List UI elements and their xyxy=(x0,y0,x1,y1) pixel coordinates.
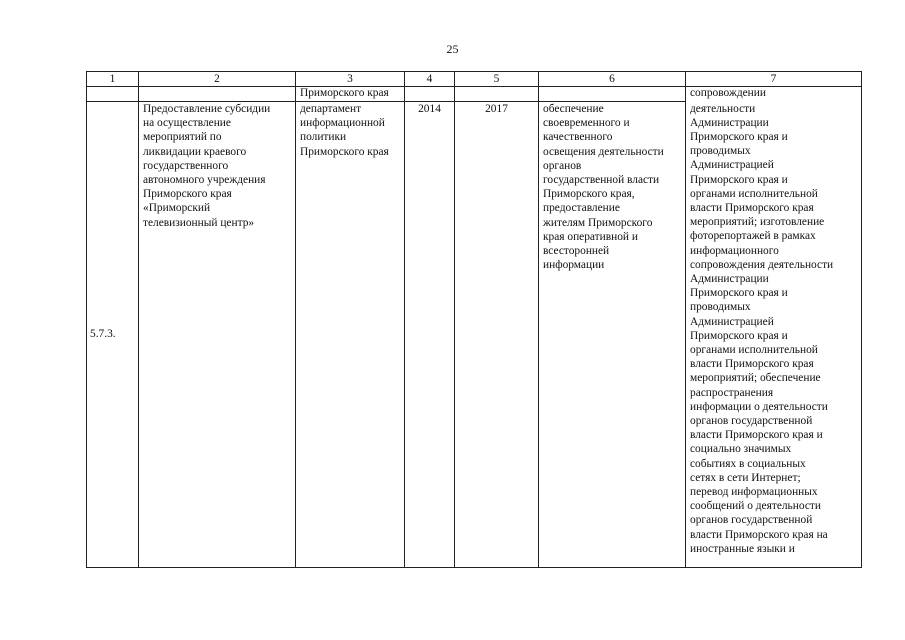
continuation-cell-6 xyxy=(539,87,686,102)
header-cell-2: 2 xyxy=(139,72,296,87)
table-row xyxy=(87,102,862,568)
activities-cell: деятельности Администрации Приморского края и проводимых Администрацией Приморского края и органами исполнительной власти Приморского края мероприятий; изготовление фоторепортажей в рамках информационного сопровождения деятельности Администрации Приморского края и проводимых Администрацией Приморского края и органами исполнительной власти Приморского края мероприятий; обеспечение распространения информации о деятельности органов государственной власти Приморского края и социально значимых событиях в социальных сетях в сети Интернет; перевод информационных сообщений о деятельности органов государственной власти Приморского края на иностранные языки и xyxy=(686,102,862,568)
continuation-executor-cell: Приморского края xyxy=(296,87,405,102)
continuation-row xyxy=(87,87,862,102)
continuation-cell-4 xyxy=(405,87,455,102)
header-cell-3: 3 xyxy=(296,72,405,87)
header-cell-1: 1 xyxy=(87,72,139,87)
end-year-cell: 2017 xyxy=(455,102,539,568)
continuation-activities-cell: сопровождении xyxy=(686,87,862,102)
continuation-cell-5 xyxy=(455,87,539,102)
expected-result-cell: обеспечение своевременного и качественного освещения деятельности органов государственной власти Приморского края, предоставление жителям Приморского края оперативной и всесторонней информации xyxy=(539,102,686,568)
table-header-row xyxy=(87,72,862,87)
continuation-cell-2 xyxy=(139,87,296,102)
executor-cell: департамент информационной политики Приморского края xyxy=(296,102,405,568)
row-number-cell: 5.7.3. xyxy=(87,102,139,568)
header-cell-7: 7 xyxy=(686,72,862,87)
header-cell-5: 5 xyxy=(455,72,539,87)
page-number: 25 xyxy=(446,42,459,56)
header-cell-4: 4 xyxy=(405,72,455,87)
start-year-cell: 2014 xyxy=(405,102,455,568)
header-cell-6: 6 xyxy=(539,72,686,87)
program-table xyxy=(86,71,862,568)
description-cell: Предоставление субсидии на осуществление мероприятий по ликвидации краевого государственного автономного учреждения Приморского края «Приморский телевизионный центр» xyxy=(139,102,296,568)
continuation-cell-1 xyxy=(87,87,139,102)
